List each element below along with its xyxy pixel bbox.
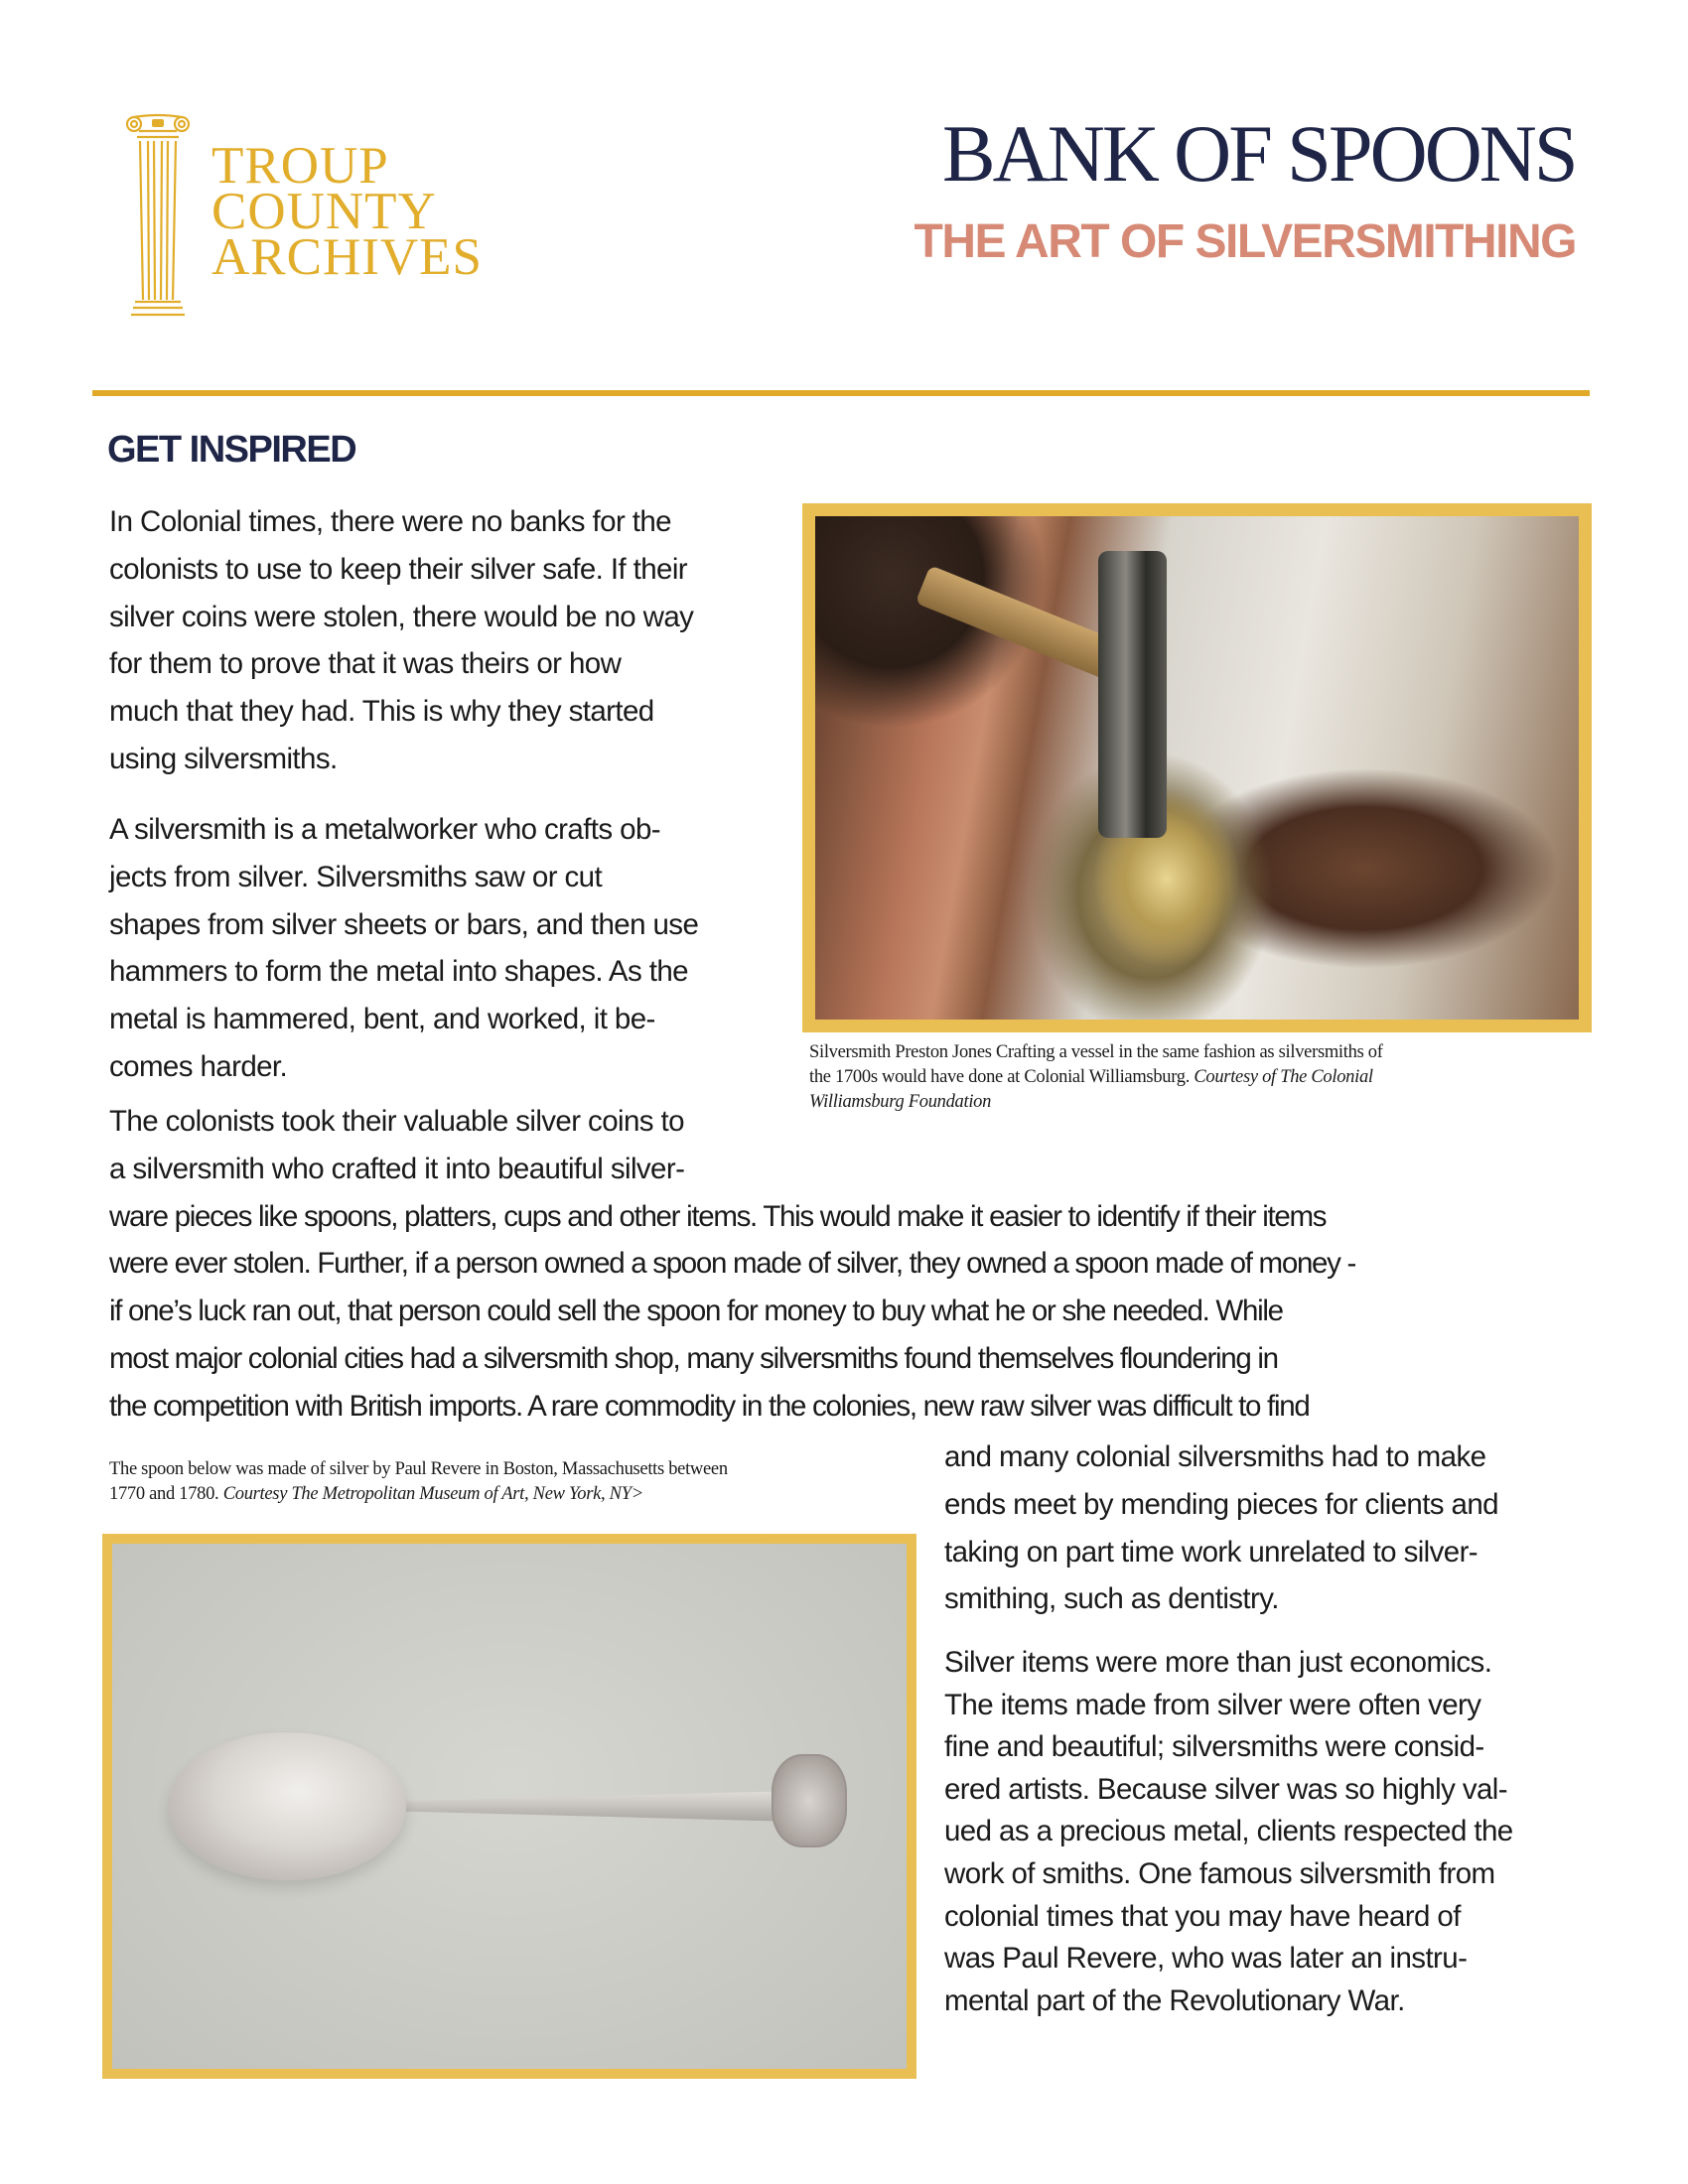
caption-line <box>109 1482 728 1507</box>
paragraph-mending <box>944 1433 1498 1623</box>
text-line: ends meet by mending pieces for clients and <box>944 1487 1498 1521</box>
text-line: colonial times that you may have heard of <box>944 1899 1461 1933</box>
text-line: for them to prove that it was theirs or how <box>109 647 622 681</box>
caption-credit: Courtesy The Metropolitan Museum of Art, New York, NY> <box>222 1484 643 1504</box>
text-line: ware pieces like spoons, platters, cups and other items. This would make it easier to identify if their items <box>109 1199 1327 1233</box>
text-line: ued as a precious metal, clients respected the <box>944 1815 1513 1848</box>
spoon-cartouche-shape <box>772 1754 847 1847</box>
hammer-head-shape <box>1098 551 1167 838</box>
text-line: Silver items were more than just economics. <box>944 1646 1492 1679</box>
text-line: if one’s luck ran out, that person could sell the spoon for money to buy what he or she needed. While <box>109 1295 1283 1328</box>
page-subtitle: THE ART OF SILVERSMITHING <box>914 215 1576 268</box>
section-heading: GET INSPIRED <box>107 429 356 471</box>
text-line: the competition with British imports. A rare commodity in the colonies, new raw silver was difficult to find <box>109 1389 1310 1423</box>
logo-line-archives: ARCHIVES <box>211 228 484 286</box>
text-line: most major colonial cities had a silversmith shop, many silversmiths found themselves floundering in <box>109 1341 1278 1375</box>
logo-wordmark <box>211 137 484 286</box>
spoon-photo <box>112 1544 907 2069</box>
caption-credit: Courtesy of The Colonial <box>1194 1067 1373 1087</box>
text-line: ered artists. Because silver was so highly val- <box>944 1772 1507 1806</box>
text-line: fine and beautiful; silversmiths were consid- <box>944 1730 1484 1764</box>
text-line: The colonists took their valuable silver coins to <box>109 1105 684 1138</box>
caption-line <box>809 1065 1383 1090</box>
caption-credit: Williamsburg Foundation <box>809 1092 992 1112</box>
text-line: work of smiths. One famous silversmith from <box>944 1856 1495 1890</box>
text-line: jects from silver. Silversmiths saw or cut <box>109 860 603 893</box>
ionic-column-icon <box>125 111 191 322</box>
text-line: and many colonial silversmiths had to make <box>944 1440 1486 1473</box>
text-line: using silversmiths. <box>109 742 338 775</box>
caption-text: 1770 and 1780. <box>109 1484 223 1504</box>
spoon-photo-frame <box>102 1534 916 2079</box>
text-line: The items made from silver were often very <box>944 1688 1481 1721</box>
spoon-photo-caption <box>109 1457 728 1507</box>
text-line: smithing, such as dentistry. <box>944 1582 1279 1616</box>
page-title: BANK OF SPOONS <box>942 108 1576 199</box>
paragraph-silversmith-definition <box>109 806 698 1091</box>
text-line: A silversmith is a metalworker who crafts ob- <box>109 813 660 846</box>
paragraph-colonial-times <box>109 498 693 783</box>
text-line: was Paul Revere, who was later an instru- <box>944 1942 1468 1976</box>
caption-text: the 1700s would have done at Colonial Williamsburg. <box>809 1067 1195 1087</box>
text-line: silver coins were stolen, there would be no way <box>109 600 694 633</box>
text-line: mental part of the Revolutionary War. <box>944 1983 1405 2017</box>
text-line: taking on part time work unrelated to silver- <box>944 1535 1478 1569</box>
silversmith-photo <box>815 516 1579 1020</box>
paragraph-silver-artistry <box>944 1642 1513 2022</box>
caption-line: Silversmith Preston Jones Crafting a vessel in the same fashion as silversmiths of <box>809 1042 1383 1062</box>
text-line: In Colonial times, there were no banks for the <box>109 505 671 538</box>
silversmith-photo-frame <box>802 503 1592 1032</box>
text-line: hammers to form the metal into shapes. As the <box>109 955 688 989</box>
text-line: much that they had. This is why they started <box>109 695 654 729</box>
header-divider <box>92 390 1590 396</box>
text-line: a silversmith who crafted it into beautiful silver- <box>109 1152 685 1185</box>
logo-line-county: COUNTY <box>211 183 437 240</box>
text-line: comes harder. <box>109 1049 288 1083</box>
caption-line: The spoon below was made of silver by Paul Revere in Boston, Massachusetts between <box>109 1459 728 1479</box>
logo-line-troup: TROUP <box>211 137 389 195</box>
text-line: shapes from silver sheets or bars, and then use <box>109 907 699 941</box>
paragraph-colonists-coins <box>109 1098 1355 1431</box>
spoon-bowl-shape <box>168 1732 406 1879</box>
text-line: were ever stolen. Further, if a person owned a spoon made of silver, they owned a spoon made of money - <box>109 1247 1356 1281</box>
spoon-handle-shape <box>390 1791 811 1823</box>
text-line: colonists to use to keep their silver safe. If their <box>109 552 688 586</box>
troup-county-archives-logo <box>121 107 538 326</box>
text-line: metal is hammered, bent, and worked, it be- <box>109 1003 655 1036</box>
